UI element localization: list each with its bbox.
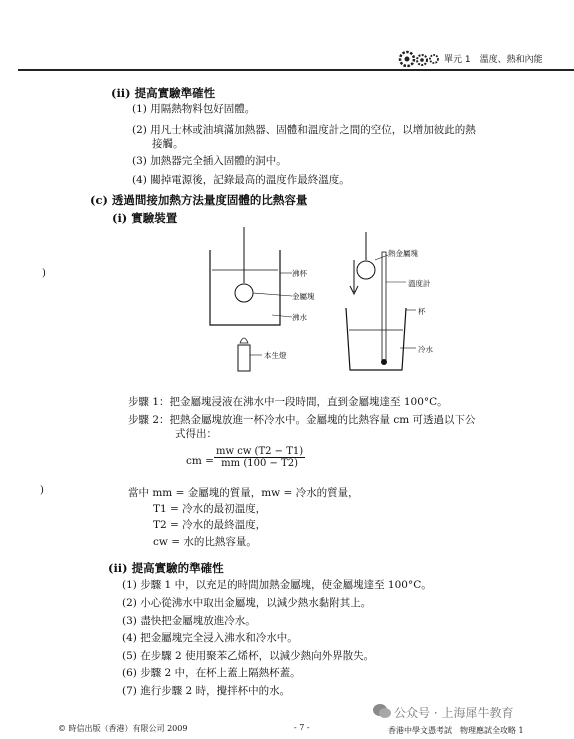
label-metal-block: 金屬塊: [292, 292, 315, 301]
list-item: (4) 關掉電源後，記錄最高的溫度作最終溫度。: [132, 174, 350, 186]
list-item: (2) 用凡士林或油填滿加熱器、固體和溫度計之間的空位，以增加彼此的熱: [132, 124, 476, 136]
label-cup: 杯: [418, 307, 426, 316]
list-item: (1) 用隔熱物料包好固體。: [132, 103, 256, 115]
page-number: - 7 -: [294, 723, 310, 732]
label-bunsen: 本生燈: [264, 351, 287, 360]
list-item: (5) 在步驟 2 使用聚苯乙烯杯，以減少熱向外界散失。: [122, 650, 375, 662]
label-boiling-water: 沸水: [292, 313, 307, 322]
label-beaker: 沸杯: [292, 269, 307, 278]
list-item: 接觸。: [152, 138, 184, 150]
definition: T2 = 冷水的最終溫度，: [153, 519, 267, 531]
formula-fraction: [214, 446, 305, 469]
list-item: (1) 步驟 1 中，以充足的時間加熱金屬塊，使金屬塊達至 100°C。: [122, 579, 432, 591]
formula-denominator: mm (100 − T2): [221, 458, 298, 469]
formula-lhs: cm =: [186, 455, 214, 467]
label-thermometer: 溫度計: [408, 279, 431, 288]
formula-numerator: mw cw (T2 − T1): [216, 446, 304, 457]
step-2: 步驟 2：把熱金屬塊放進一杯冷水中。金屬塊的比熱容量 cm 可透過以下公: [128, 414, 476, 426]
publisher: © 時信出版（香港）有限公司 2009: [58, 724, 188, 733]
gear-icon: [398, 48, 444, 70]
section-c-title: (c) 透過間接加熱方法量度固體的比熱容量: [90, 193, 308, 207]
label-cold-water: 冷水: [418, 345, 433, 354]
label-hot-block: 熱金屬塊: [388, 249, 418, 258]
section-ii-title: (ii) 提高實驗準確性: [111, 86, 216, 100]
list-item: (3) 加熱器完全插入固體的洞中。: [132, 155, 287, 167]
section-ii-b-title: (ii) 提高實驗的準確性: [108, 561, 224, 575]
watermark: 公众号 · 上海犀牛教育: [394, 706, 514, 720]
section-i-title: (i) 實驗裝置: [112, 211, 178, 225]
header-rule: [18, 69, 574, 71]
list-item: (2) 小心從沸水中取出金屬塊，以減少熱水黏附其上。: [122, 597, 372, 609]
margin-mark: ): [42, 268, 46, 279]
book-title: 香港中學文憑考試 物理應試全攻略 1: [388, 726, 524, 735]
list-item: (7) 進行步驟 2 時，攪拌杯中的水。: [122, 685, 291, 697]
where-line: 當中 mm = 金屬塊的質量，mw = 冷水的質量，: [128, 487, 359, 499]
list-item: (4) 把金屬塊完全浸入沸水和冷水中。: [122, 632, 298, 644]
definition: cw = 水的比熱容量。: [153, 536, 257, 548]
definition: T1 = 冷水的最初溫度，: [153, 503, 267, 515]
wechat-icon: [372, 702, 392, 720]
step-2-cont: 式得出：: [175, 428, 217, 440]
margin-mark: ): [40, 485, 44, 496]
list-item: (3) 盡快把金屬塊放進冷水。: [122, 615, 256, 627]
unit-label: 單元 1 溫度、熱和內能: [444, 55, 543, 65]
step-1: 步驟 1：把金屬塊浸液在沸水中一段時間，直到金屬塊達至 100°C。: [128, 396, 448, 408]
list-item: (6) 步驟 2 中，在杯上蓋上隔熱杯蓋。: [122, 667, 301, 679]
